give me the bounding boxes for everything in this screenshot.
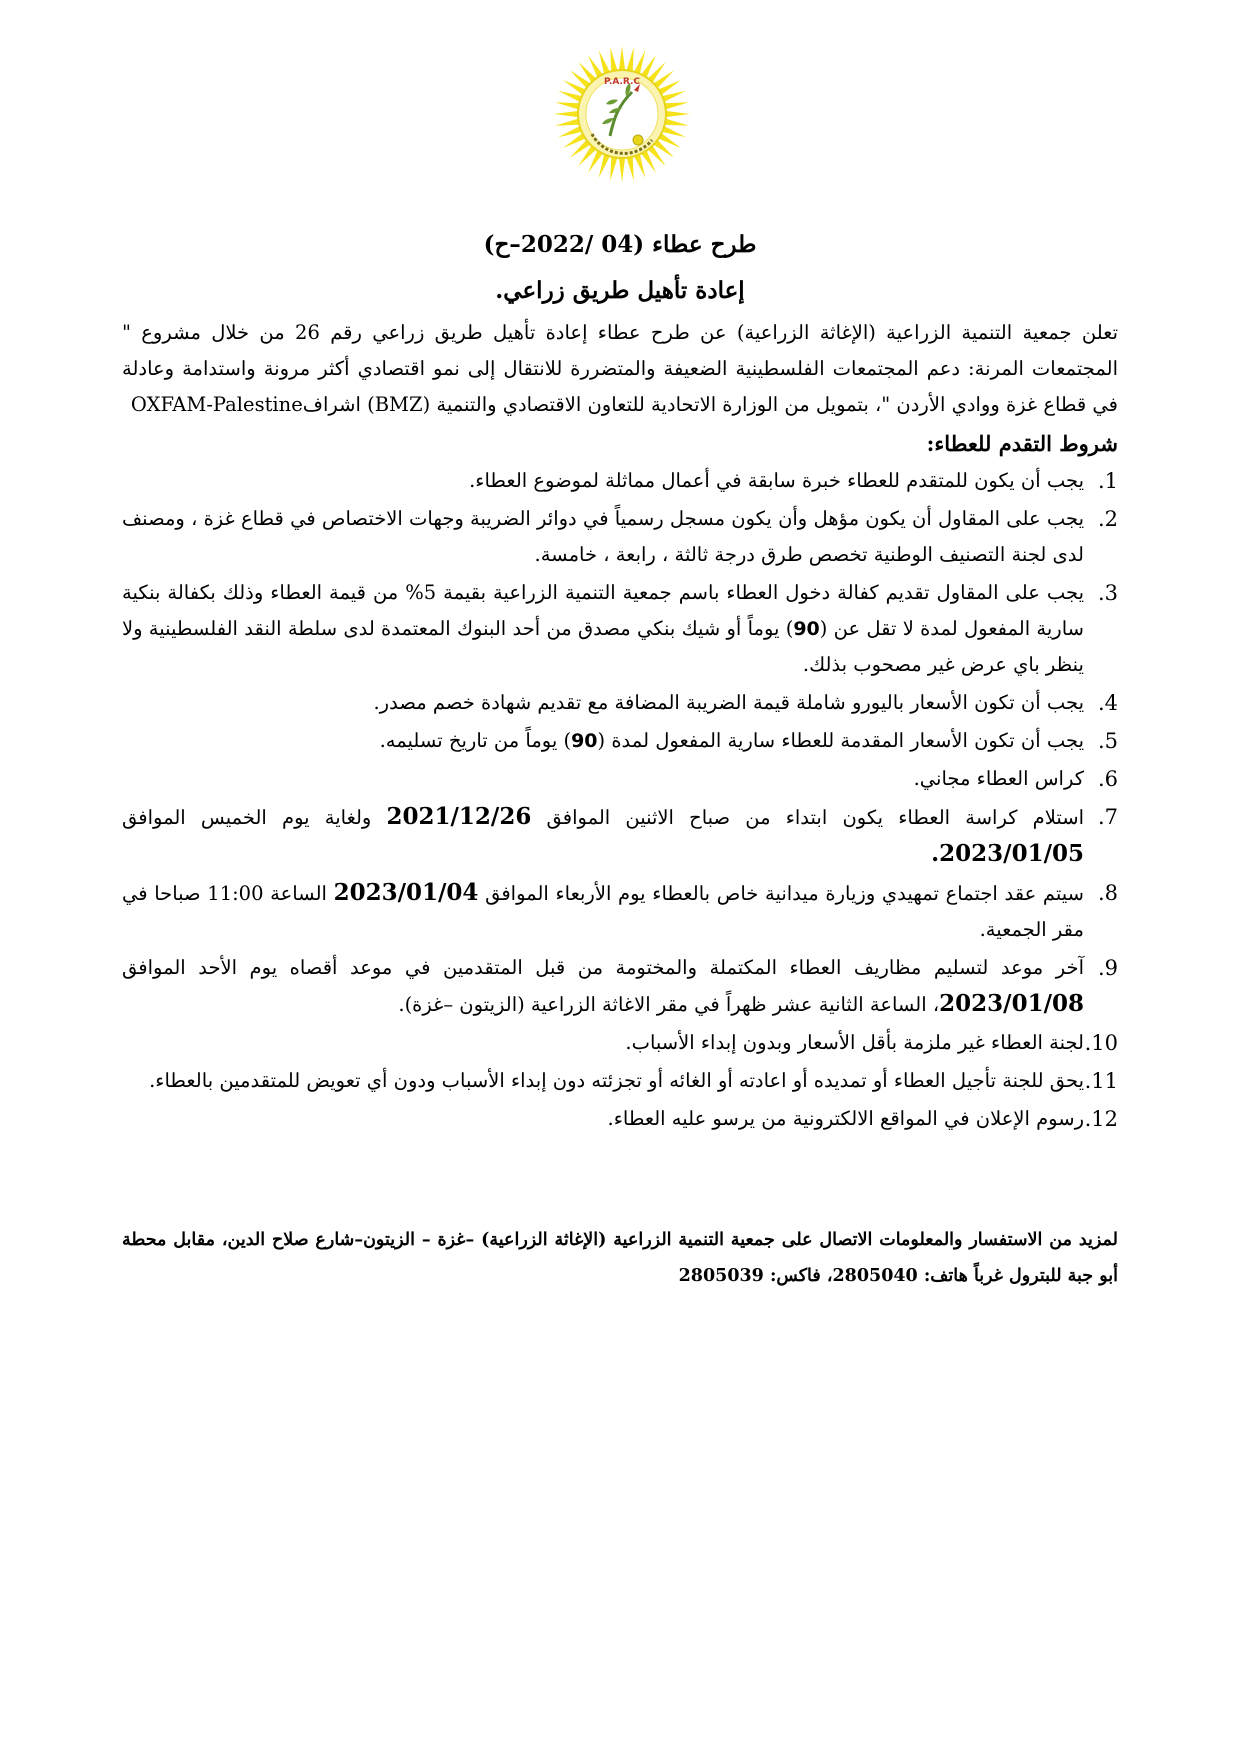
sun-ray	[627, 47, 634, 71]
logo-acronym: P.A.R.C	[603, 77, 641, 87]
sun-ray	[555, 119, 579, 126]
condition-item	[122, 1063, 1118, 1099]
sun-ray	[662, 91, 686, 102]
bold-date: 2023/01/08	[939, 990, 1084, 1017]
condition-text-part: ) يوماً أو شيك بنكي مصدق من أحد البنوك المعتمدة لدى سلطة النقد الفلسطينية ولا ينظر باي عرض غير مصحوب بذلك.	[122, 617, 1084, 676]
sun-ray	[599, 154, 610, 178]
condition-text-part: آخر موعد لتسليم مظاريف العطاء المكتملة والمختومة من قبل المتقدمين في موعد أقصاه يوم الأحد الموافق	[122, 956, 1084, 979]
bold-date: 2023/01/04	[333, 879, 479, 906]
condition-number: 10.	[1084, 1031, 1118, 1055]
condition-number: 11.	[1084, 1069, 1118, 1093]
tender-subtitle: إعادة تأهيل طريق زراعي.	[495, 277, 745, 304]
sun-ray	[610, 157, 617, 181]
condition-item	[122, 685, 1118, 721]
sun-emblem-icon	[552, 44, 692, 184]
condition-text	[122, 875, 1084, 948]
bold-date: 2023/01/05	[939, 840, 1084, 867]
contact-footer	[122, 1222, 1118, 1294]
condition-item	[122, 501, 1118, 573]
sun-ray	[634, 154, 645, 178]
condition-text-part: الساعة 11:00 صباحا في مقر الجمعية.	[122, 882, 1084, 941]
condition-number: 3.	[1097, 581, 1118, 605]
sun-ray	[558, 126, 582, 137]
condition-item	[122, 1101, 1118, 1137]
condition-item	[122, 875, 1118, 948]
sun-ray	[665, 102, 689, 109]
conditions-list	[122, 463, 1118, 1137]
bold-days: 90	[793, 618, 820, 640]
intro-paragraph: تعلن جمعية التنمية الزراعية (الإغاثة الزراعية) عن طرح عطاء إعادة تأهيل طريق زراعي رقم 26 من خلال مشروع " المجتمعات المرنة: دعم المجتمعات الفلسطينية الضعيفة والمتضررة للانتقال إلى نمو اقتصادي أكثر مرونة واستدامة وعادلة في قطاع غزة ووادي الأردن "، بتمويل من الوزارة الاتحادية للتعاون الاقتصادي والتنمية (BMZ) اشرافOXFAM-Palestine	[122, 321, 1119, 416]
bold-date: 2021/12/26	[386, 803, 532, 830]
condition-text-part: يجب أن تكون الأسعار المقدمة للعطاء سارية المفعول لمدة (	[597, 729, 1084, 752]
condition-number: 12.	[1084, 1107, 1118, 1131]
sun-ray	[634, 50, 645, 74]
condition-text-part: ، الساعة الثانية عشر ظهراً في مقر الاغاثة الزراعية (الزيتون –غزة).	[398, 993, 940, 1016]
condition-text	[122, 575, 1084, 683]
condition-text: رسوم الإعلان في المواقع الالكترونية من يرسو عليه العطاء.	[607, 1107, 1084, 1130]
fax-number: 2805039	[678, 1266, 764, 1286]
condition-item	[122, 575, 1118, 683]
condition-text-part: ) يوماً من تاريخ تسليمه.	[379, 729, 572, 752]
sun-ray	[610, 47, 617, 71]
condition-text: يحق للجنة تأجيل العطاء أو تمديده أو اعادته أو الغائه أو تجزئته دون إبداء الأسباب ودون أي تعويض للمتقدمين بالعطاء.	[149, 1069, 1084, 1092]
contact-text: لمزيد من الاستفسار والمعلومات الاتصال على جمعية التنمية الزراعية (الإغاثة الزراعية) –غزة – الزيتون–شارع صلاح الدين، مقابل محطة أبو جبة للبترول غرباً هاتف:	[122, 1230, 1118, 1286]
condition-text-part: يجب على المقاول تقديم كفالة دخول العطاء باسم جمعية التنمية الزراعية بقيمة 5% من قيمة العطاء وذلك بكفالة بنكية سارية المفعول لمدة لا تقل عن (	[122, 581, 1085, 640]
phone-number: 2805040	[832, 1266, 918, 1286]
conditions-heading: شروط التقدم للعطاء:	[926, 431, 1118, 456]
condition-number: 9.	[1097, 956, 1118, 980]
condition-text: كراس العطاء مجاني.	[913, 767, 1084, 790]
condition-number: 8.	[1097, 881, 1118, 905]
condition-text: لجنة العطاء غير ملزمة بأقل الأسعار وبدون إبداء الأسباب.	[625, 1031, 1084, 1054]
condition-item	[122, 761, 1118, 797]
condition-text-part: ولغاية يوم الخميس الموافق	[122, 806, 387, 829]
condition-text: يجب على المقاول أن يكون مؤهل وأن يكون مسجل رسمياً في دوائر الضريبة وجهات الاختصاص في قطاع غزة ، ومصنف لدى لجنة التصنيف الوطنية تخصص طرق درجة ثالثة ، رابعة ، خامسة.	[122, 507, 1084, 566]
sun-ray	[619, 158, 625, 182]
sun-ray	[627, 157, 634, 181]
condition-text: يجب أن تكون الأسعار باليورو شاملة قيمة الضريبة المضافة مع تقديم شهادة خصم مصدر.	[373, 691, 1084, 714]
sun-ray	[665, 119, 689, 126]
condition-number: 1.	[1097, 469, 1118, 493]
tender-title: طرح عطاء (04 /2022–ح)	[483, 231, 757, 258]
condition-number: 2.	[1097, 507, 1118, 531]
condition-item	[122, 723, 1118, 759]
contact-text: ، فاكس:	[763, 1266, 833, 1286]
condition-number: 6.	[1097, 767, 1118, 791]
condition-text	[122, 950, 1084, 1023]
bold-days: 90	[571, 730, 598, 752]
condition-text: يجب أن يكون للمتقدم للعطاء خبرة سابقة في أعمال مماثلة لموضوع العطاء.	[469, 469, 1084, 492]
sun-ray	[666, 111, 690, 117]
condition-item	[122, 463, 1118, 499]
condition-item	[122, 1025, 1118, 1061]
condition-text-part: .	[931, 840, 940, 867]
sun-ray	[599, 50, 610, 74]
tender-content	[122, 315, 1118, 1139]
sun-ray	[558, 91, 582, 102]
tender-heading	[120, 222, 1120, 314]
sun-ray	[662, 126, 686, 137]
condition-text	[122, 723, 1084, 759]
condition-text-part: سيتم عقد اجتماع تمهيدي وزيارة ميدانية خاص بالعطاء يوم الأربعاء الموافق	[478, 882, 1084, 905]
condition-number: 7.	[1097, 805, 1118, 829]
sun-ray	[555, 102, 579, 109]
condition-text	[122, 799, 1084, 873]
condition-item	[122, 799, 1118, 873]
condition-number: 4.	[1097, 691, 1118, 715]
condition-text-part: استلام كراسة العطاء يكون ابتداء من صباح الاثنين الموافق	[531, 806, 1085, 829]
sun-ray	[554, 111, 578, 117]
condition-item	[122, 950, 1118, 1023]
parc-logo	[552, 44, 692, 184]
condition-number: 5.	[1097, 729, 1118, 753]
sun-ray	[619, 46, 625, 70]
